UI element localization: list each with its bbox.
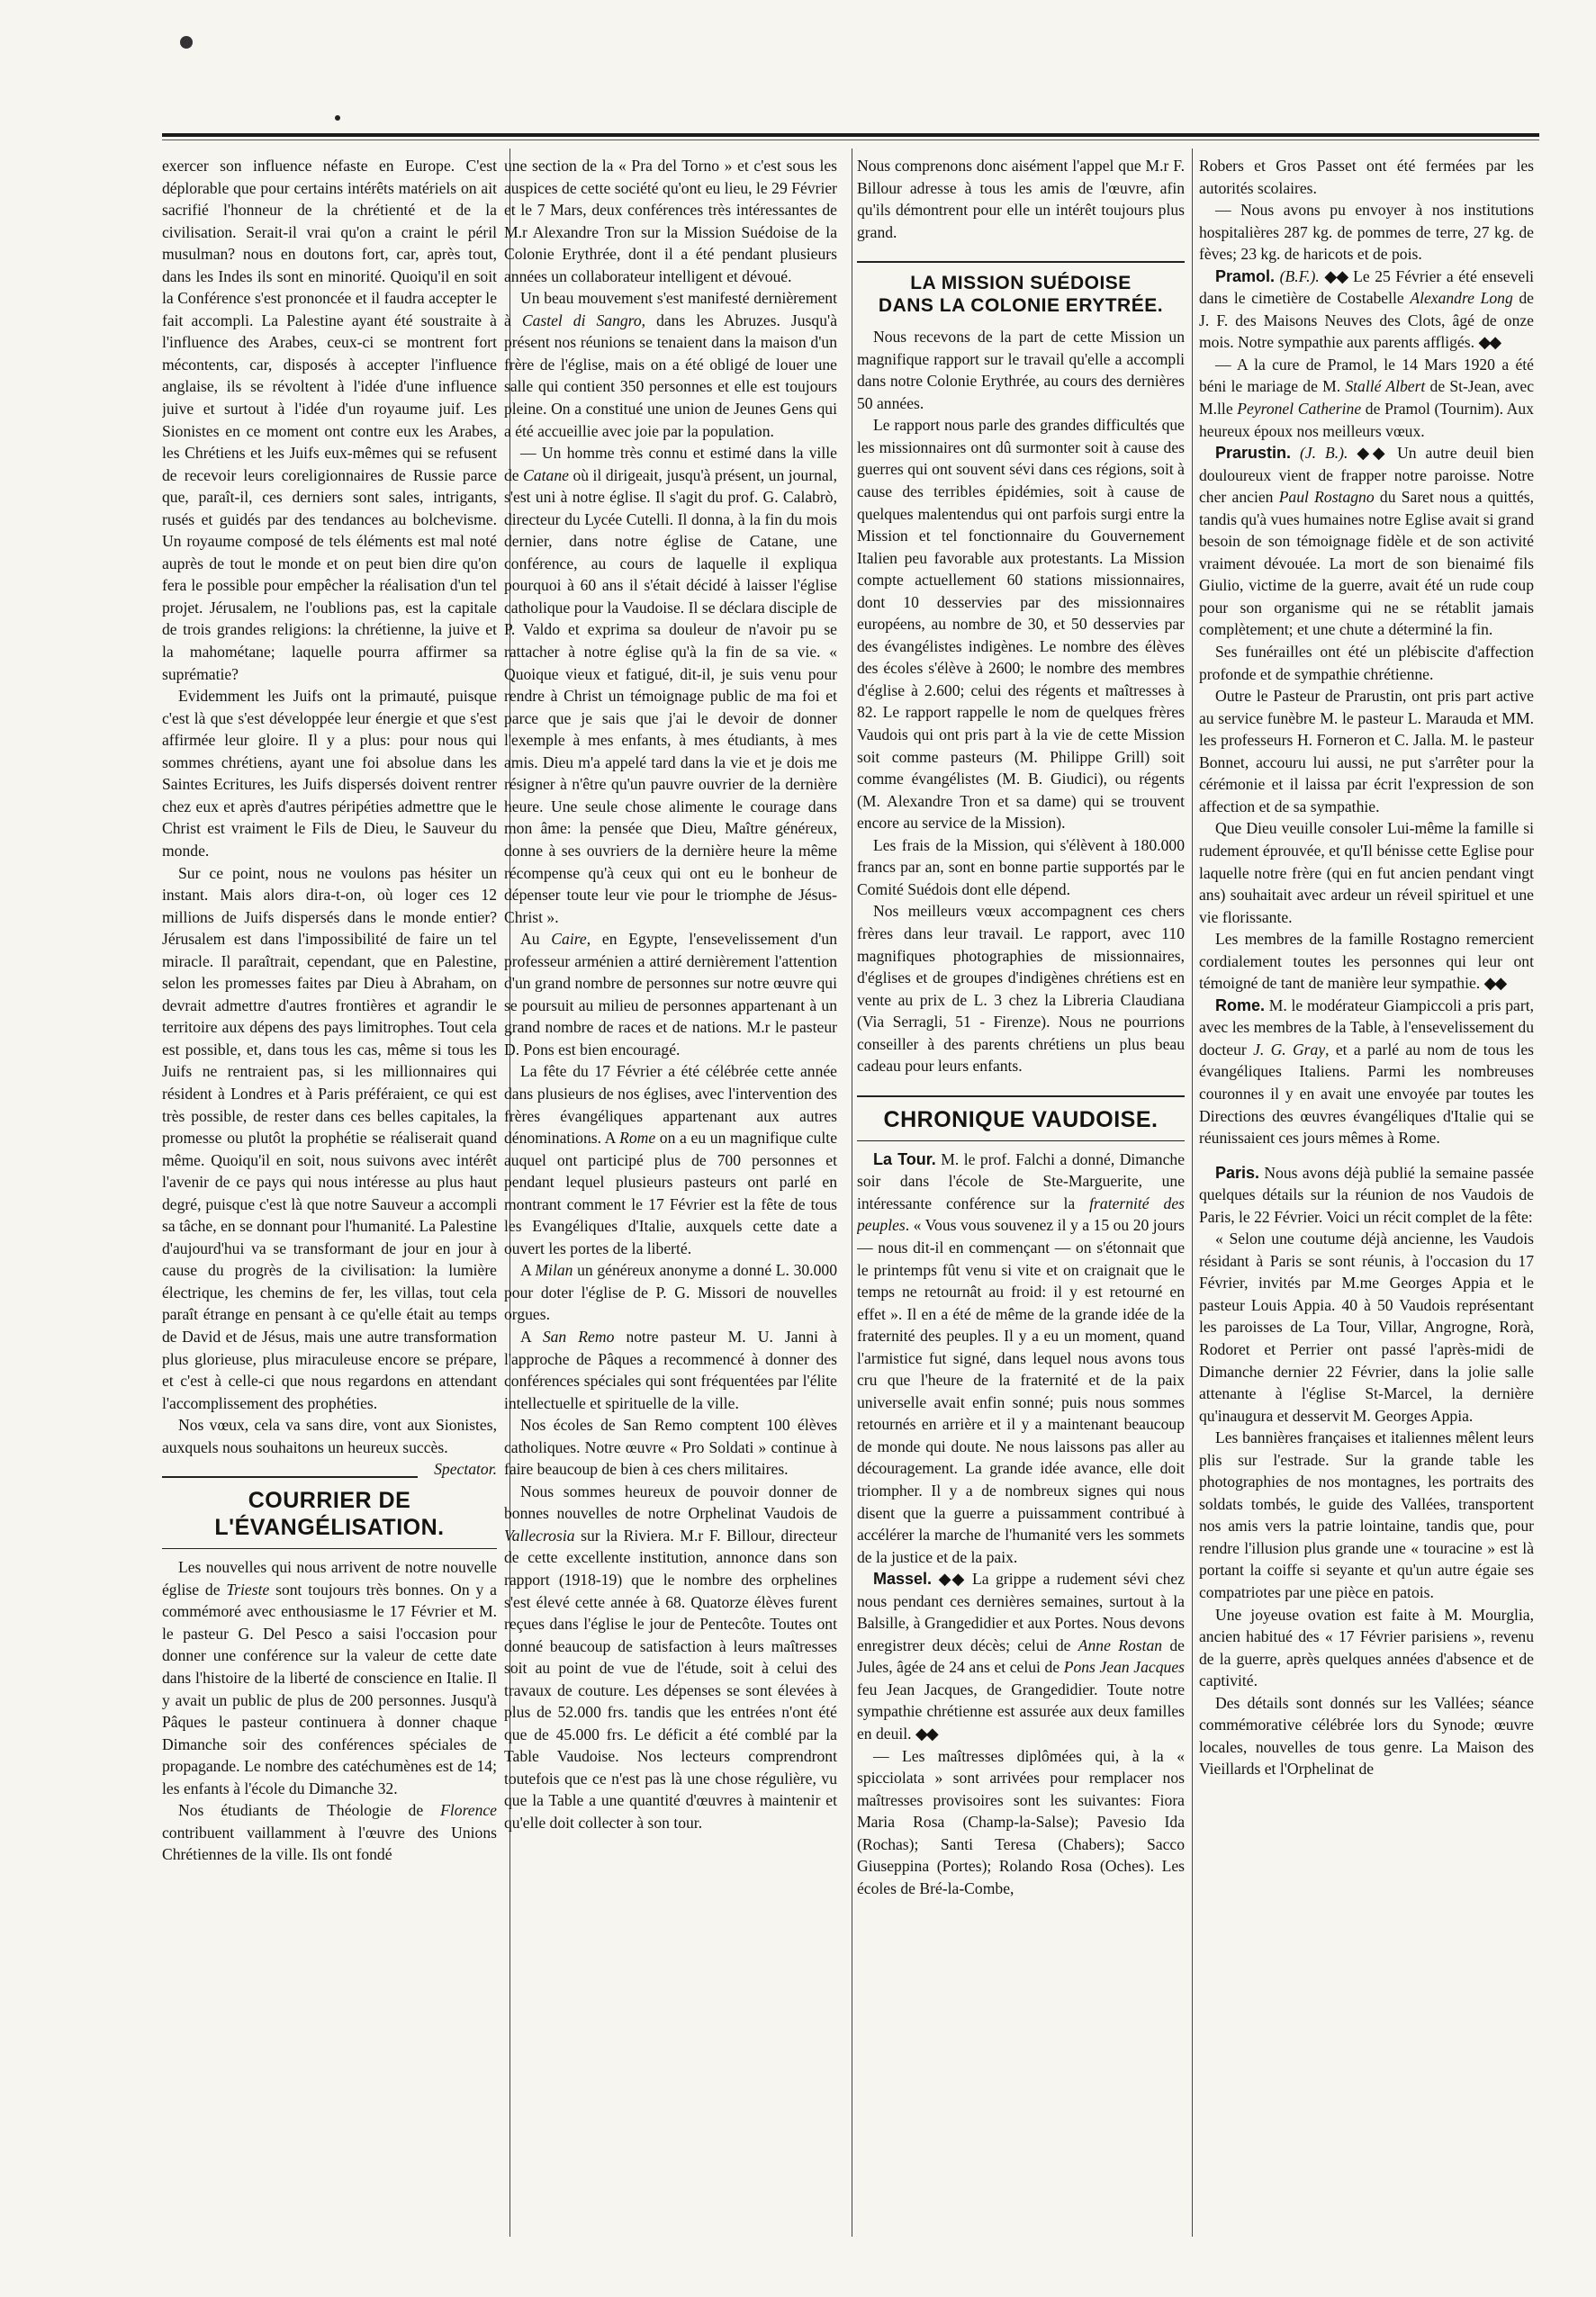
article-paragraph: Sur ce point, nous ne voulons pas hésiter un instant. Mais alors dira-t-on, où loger ces 12 millions de Juifs dispersés dans le monde entier? Jérusalem est dans l'impossibilité de faire un tel miracle. Il paraîtrait, cependant, que en Palestine, selon les promesses faites par Dieu à Abraham, on devrait admettre d'autres frontières et agrandir le territoire aux dépens des pays limitrophes. Tout cela est possible, et, dans tous les cas, même si tous les Juifs ne rentraient pas, si les millionnaires qui résident à Londres et à Paris préféraient, ce qui est très possible, de rester dans ces belles capitales, la promesse ou plutôt la prophétie se réaliserait quand même. Quoiqu'il en soit, nous suivons avec intérêt l'avenir de ce pays qui nous intéresse au plus haut degré, puisque c'est là que notre Sauveur a accompli sa tâche, en se donnant pour l'humanité. La Palestine d'aujourd'hui va se transformant de jour en jour à cause du progrès de la civilisation: la lumière électrique, les chemins de fer, les villas, tout cela paraît étrange en pensant à ce qu'elle était au temps de David et de Jésus, mais une autre transformation plus glorieuse, plus miraculeuse encore se prépare, et c'est à celle-ci que nous regardons en attendant l'accomplissement des prophéties. xyxy=(162,863,497,1412)
article-paragraph: Le rapport nous parle des grandes difficultés que les missionnaires ont dû surmonter soit à cause des guerres qui ont souvent sévi dans ces régions, soit à cause des terribles épidémies, soit à cause de quelques malentendus qui ont parfois surgi entre la Mission et tel fonctionnaire du Gouvernement Italien peu favorable aux protestants. La Mission compte actuellement 60 stations missionnaires, dont 10 desservies par des missionnaires européens, au nombre de 30, et 50 desservies par des évangélistes indigènes. Le nombre des élèves des écoles s'élève à 2600; le nombre des membres d'église à 2.600; celui des régents et maîtresses à 82. Le rapport rappelle le nom de quelques frères Vaudois qui ont pris part à la vie de cette Mission soit comme pasteurs (M. Philippe Grill) soit comme évangélistes (M. B. Giudici), ou régents (M. Alexandre Tron et sa dame) qui se trouvent encore au service de la Mission). xyxy=(857,416,1185,833)
header-rule xyxy=(162,133,1539,137)
article-paragraph: — A la cure de Pramol, le 14 Mars 1920 a été béni le mariage de M. Stallé Albert de St-Jean, avec M.lle Peyronel Catherine de Pramol (Tournim). Aux heureux époux nos meilleurs vœux. xyxy=(1199,355,1534,440)
article-paragraph: une section de la « Pra del Torno » et c'est sous les auspices de cette société qu'ont eu lieu, le 29 Février et le 7 Mars, deux conférences très intéressantes de M.r Alexandre Tron sur la Mission Suédoise de la Colonie Erythrée, dont il a été pendant plusieurs années un collaborateur intelligent et dévoué. xyxy=(504,157,837,285)
article-paragraph: Outre le Pasteur de Prarustin, ont pris part active au service funèbre M. le pasteur L. Marauda et MM. les professeurs H. Forneron et C. Jalla. M. le pasteur Bonnet, accouru lui aussi, ne put s'arrêter pour la cérémonie et il laissa par écrit l'expression de son affection et de sa sympathie. xyxy=(1199,687,1534,815)
place-label: Paris. xyxy=(1215,1163,1260,1182)
section-rule xyxy=(857,1095,1185,1097)
article-paragraph: — Un homme très connu et estimé dans la ville de Catane où il dirigeait, jusqu'à présent, un journal, s'est uni à notre église. Il s'agit du prof. G. Calabrò, directeur du Lycée Cutelli. Il donna, à la fin du mois dernier, dans notre église de Catane, une conférence, au cours de laquelle il expliqua pourquoi à 60 ans il s'était décidé à laisser l'église catholique pour la Vaudoise. Il se déclara disciple de P. Valdo et exprima sa douleur de n'avoir pu se rattacher à notre église qu'à la fin de sa vie. « Quoique vieux et fatigué, dit-il, je suis venu pour rendre à Christ un témoignage public de ma foi et parce que je sais que j'ai le devoir de donner l'exemple à mes enfants, à mes étudiants, à mes amis. Dieu m'a appelé tard dans la vie et je dois me résigner à n'être qu'un pauvre ouvrier de la dernière heure. Une seule chose alimente le courage dans mon âme: la pensée que Dieu, Maître généreux, donne à ses ouvriers de la dernière heure la même récompense qu'à ceux qui ont eu le bonheur de dépenser toute leur vie pour le triomphe de Jésus-Christ ». xyxy=(504,444,837,926)
signature: Spectator. xyxy=(434,1460,497,1479)
article-paragraph: Une joyeuse ovation est faite à M. Mourglia, ancien habitué des « 17 Février parisiens », revenu de la guerre, après quelques années d'absence et de captivité. xyxy=(1199,1605,1534,1690)
diamond-ornament: ◆◆ xyxy=(1357,444,1389,463)
article-paragraph: Paris. Nous avons déjà publié la semaine passée quelques détails sur la réunion de nos Vaudois de Paris, le 22 Février. Voici un récit complet de la fête: xyxy=(1199,1163,1534,1226)
column-4 xyxy=(1199,155,1534,2234)
article-paragraph: Massel. ◆◆ La grippe a rudement sévi chez nous pendant ces dernières semaines, surtout à la Balsille, à Grangedidier et aux Portes. Nous devons enregistrer deux décès; celui de Anne Rostan de Jules, âgée de 24 ans et celui de Pons Jean Jacques feu Jean Jacques, de Grangedidier. Toute notre sympathie chrétienne est assurée aux deux familles en deuil. ◆◆ xyxy=(857,1570,1185,1743)
column-3 xyxy=(857,155,1185,2234)
article-text: Nos vœux, cela va sans dire, vont aux Sionistes, auxquels nous souhaitons un heureux succès. xyxy=(162,1416,497,1456)
article-paragraph: Ses funérailles ont été un plébiscite d'affection profonde et de sympathie chrétienne. xyxy=(1199,643,1534,683)
place-label: La Tour. xyxy=(873,1149,936,1168)
diamond-ornament: ◆◆ xyxy=(915,1725,937,1743)
section-heading-chronique: CHRONIQUE VAUDOISE. xyxy=(883,1106,1159,1132)
article-paragraph: — Nous avons pu envoyer à nos institutions hospitalières 287 kg. de pommes de terre, 27 kg. de fèves; 23 kg. de haricots et de pois. xyxy=(1199,201,1534,264)
article-paragraph: exercer son influence néfaste en Europe. C'est déplorable que pour certains intérêts matériels on ait sacrifié l'honneur de la chrétienté et de la civilisation. Serait-il vrai qu'on a craint le péril musulman? nous en doutons fort, car, après tout, dans les Indes ils sont en minorité. Quoiqu'il en soit la Conférence s'est prononcée et il faudra accepter le fait accompli. La Palestine ayant été soustraite à l'influence des Arabes, ceux-ci se montrent fort mécontents, car, disposés à accepter l'influence anglaise, ils se révoltent à l'idée d'une influence juive et surtout à l'idée d'un royaume juif. Les Sionistes en ce moment ont contre eux les Arabes, les Chrétiens et les Juifs eux-mêmes qui se refusent de recevoir leurs coreligionnaires de Russie parce que, paraît-il, ces derniers sont sales, intrigants, rusés et guidés par des tendances au bolchevisme. Un royaume composé de tels éléments est mal noté auprès de tout le monde et on peut bien dire qu'on fera le possible pour empêcher la réalisation d'un tel projet. Jérusalem, ne l'oublions pas, est la capitale de trois grandes religions: la chrétienne, la juive et la mahométane; laquelle pourra affirmer sa suprématie? xyxy=(162,157,497,683)
article-paragraph: Prarustin. (J. B.). ◆◆ Un autre deuil bien douloureux vient de frapper notre paroisse. Notre cher ancien Paul Rostagno du Saret nous a quittés, tandis qu'à vues humaines notre Eglise avait si grand besoin de son témoignage fidèle et de son activité vraiment dévouée. La mort de son bienaimé fils Giulio, victime de la guerre, avait été un rude coup pour son organisme qui ne se rétablit jamais complètement; et une chute a déterminé la fin. xyxy=(1199,444,1534,639)
article-paragraph: « Selon une coutume déjà ancienne, les Vaudois résidant à Paris se sont réunis, à l'occasion du 17 Février, invités par M.me Georges Appia et le pasteur Louis Appia. 40 à 50 Vaudois représentant les paroisses de La Tour, Villar, Angrogne, Rorà, Rodoret et Perrier ont passé l'après-midi de Dimanche dernier 22 Février, dans la jolie salle attenante à l'église St-Marcel, la dernière qu'inaugura et desservit M. Georges Appia. xyxy=(1199,1230,1534,1425)
place-label: Rome. xyxy=(1215,995,1266,1014)
article-paragraph: Au Caire, en Egypte, l'ensevelissement d'un professeur arménien a attiré dernièrement l'attention d'un grand nombre de personnes sur notre œuvre qui se poursuit au milieu de personnes appartenant à un grand nombre de races et de nations. M.r le pasteur D. Pons est bien encouragé. xyxy=(504,930,837,1058)
article-paragraph: Nos meilleurs vœux accompagnent ces chers frères dans leur travail. Le rapport, avec 110 magnifiques photographies de missionnaires, d'églises et de groupes d'indigènes chrétiens est en vente au prix de L. 3 chez la Libreria Claudiana (Via Serragli, 51 - Firenze). Nous ne pourrions conseiller à des parents chrétiens un plus beau cadeau pour leurs enfants. xyxy=(857,902,1185,1076)
article-paragraph: Un beau mouvement s'est manifesté dernièrement à Castel di Sangro, dans les Abruzes. Jusqu'à présent nos réunions se tenaient dans la maison d'un frère de l'église, mais on a été obligé de louer une salle qui contient 350 personnes et elle est toujours pleine. On a constitué une union de Jeunes Gens qui a été accueillie avec joie par la population. xyxy=(504,289,837,440)
section-heading-mission: LA MISSION SUÉDOISE DANS LA COLONIE ERYTRÉE. xyxy=(878,273,1164,317)
ink-dot xyxy=(335,115,340,121)
article-paragraph: Les bannières françaises et italiennes mêlent leurs plis sur l'estrade. Sur la grande table les photographies de nos montagnes, les portraits des soldats tombés, le guide des Vallées, transportent nos amis vers la patrie lointaine, tandis que, pour rendre l'illusion plus grande une « touracine » est là portant la coiffe si seyante et qu'un autre égaie ses compatriotes par une pièce en patois. xyxy=(1199,1428,1534,1601)
article-paragraph xyxy=(162,1414,497,1479)
section-heading-evangelisation: COURRIER DE L'ÉVANGÉLISATION. xyxy=(214,1488,445,1541)
place-name: Trieste xyxy=(226,1580,270,1599)
section-rule-thin xyxy=(162,1548,497,1549)
article-paragraph: — Les maîtresses diplômées qui, à la « spicciolata » sont arrivées pour remplacer nos maîtresses provisoires sont les suivantes: Fiora Maria Rosa (Champ-la-Salse); Pavesio Ida (Rochas); Santi Teresa (Chabers); Sacco Giuseppina (Portes); Rolando Rosa (Oches). Les écoles de Bré-la-Combe, xyxy=(857,1746,1185,1897)
place-name: Florence xyxy=(440,1801,497,1820)
diamond-ornament: ◆◆ xyxy=(1324,266,1348,285)
article-paragraph: Les frais de la Mission, qui s'élèvent à 180.000 francs par an, sont en bonne partie supportés par le Comité Suédois dont elle dépend. xyxy=(857,835,1185,898)
ink-speck xyxy=(180,36,193,49)
article-paragraph: Nous sommes heureux de pouvoir donner de bonnes nouvelles de notre Orphelinat Vaudois de Vallecrosia sur la Riviera. M.r F. Billour, directeur de cette excellente institution, annonce dans son rapport (1918-19) que le nombre des orphelines s'est élevé cette année à 68. Quatorze élèves furent reçues dans l'église le jour de Pentecôte. Toutes ont donné beaucoup de satisfaction à leurs maîtresses soit au point de vue de l'étude, soit à celui des travaux de couture. Les dépenses se sont élevées à plus de 52.000 frs. tandis que les entrées n'ont été que de 45.000 frs. Le déficit a été comblé par la Table Vaudoise. Nos lecteurs comprendront toutefois que ce n'est pas là une chose régulière, vu que la Table a une quantité d'œuvres à maintenir et qu'elle doit collecter à son tour. xyxy=(504,1482,837,1833)
article-paragraph: Nos étudiants de Théologie de Florence contribuent vaillamment à l'œuvre des Unions Chrétiennes de la ville. Ils ont fondé xyxy=(162,1801,497,1864)
article-paragraph: A San Remo notre pasteur M. U. Janni à l'approche de Pâques a recommencé à donner des conférences spéciales qui sont fréquentées par l'élite intellectuelle et spirituelle de la ville. xyxy=(504,1327,837,1412)
article-paragraph: Que Dieu veuille consoler Lui-même la famille si rudement éprouvée, et qu'Il bénisse cette Eglise pour laquelle notre frère (qui en fut ancien pendant vingt ans) souhaitait avec ardeur un réveil spirituel et une vie florissante. xyxy=(1199,819,1534,926)
column-2 xyxy=(504,155,837,2234)
article-paragraph: Les membres de la famille Rostagno remercient cordialement toutes les personnes qui leur ont témoigné de tant de manière leur sympathie. ◆◆ xyxy=(1199,930,1534,993)
place-label: Massel. xyxy=(873,1570,933,1589)
diamond-ornament: ◆◆ xyxy=(938,1570,966,1589)
column-divider xyxy=(1192,149,1193,2237)
article-paragraph: La fête du 17 Février a été célébrée cette année dans plusieurs de nos églises, avec l'intervention des frères évangéliques appartenant aux autres dénominations. A Rome on a eu un magnifique culte auquel ont participé plus de 700 personnes et pendant lequel plusieurs pasteurs ont parlé en montrant comment le 17 Février est la fête de tous les Evangéliques d'Italie, auxquels cette date a ouvert les portes de la liberté. xyxy=(504,1062,837,1257)
place-label: Prarustin. xyxy=(1215,444,1292,463)
article-paragraph: Nous recevons de la part de cette Mission un magnifique rapport sur le travail qu'elle a accompli dans notre Colonie Erythrée, au cours des dernières 50 années. xyxy=(857,328,1185,412)
article-paragraph: Pramol. (B.F.). ◆◆ Le 25 Février a été enseveli dans le cimetière de Costabelle Alexandre Long de J. F. des Maisons Neuves des Clots, âgé de onze mois. Notre sympathie aux parents affligés. ◆◆ xyxy=(1199,266,1534,352)
section-rule-thin xyxy=(857,1140,1185,1141)
article-paragraph: Evidemment les Juifs ont la primauté, puisque c'est là que s'est développée leur énergie et que s'est affirmée leur gloire. Il y a plus: pour nous qui sommes chrétiens, ayant une foi absolue dans les Saintes Ecritures, les Juifs dispersés doivent rentrer chez eux et après d'autres péripéties admettre que le Christ est vraiment le Fils de Dieu, le Sauveur du monde. xyxy=(162,687,497,860)
diamond-ornament: ◆◆ xyxy=(1483,974,1506,993)
section-rule xyxy=(162,1476,418,1478)
article-paragraph: Les nouvelles qui nous arrivent de notre nouvelle église de Trieste sont toujours très bonnes. On y a commémoré avec enthousiasme le 17 Février et M. le pasteur G. Del Pesco a saisi l'occasion pour donner une conférence sur la valeur de cette date dans l'histoire de la liberté de conscience en Italie. Il y avait un public de plus de 200 personnes. Jusqu'à Pâques le pasteur continuera à donner chaque Dimanche soir des conférences spéciales de propagande. Le nombre des catéchumènes est de 14; les enfants à l'école du Dimanche 32. xyxy=(162,1558,497,1797)
article-paragraph: A Milan un généreux anonyme a donné L. 30.000 pour doter l'église de P. G. Missori de nouvelles orgues. xyxy=(504,1261,837,1324)
place-label: Pramol. xyxy=(1215,266,1276,285)
article-paragraph: Des détails sont donnés sur les Vallées; séance commémorative célébrée lors du Synode; œuvre locales, nouvelles de tous genre. La Maison des Vieillards et l'Orphelinat de xyxy=(1199,1693,1534,1779)
article-paragraph: Robers et Gros Passet ont été fermées par les autorités scolaires. xyxy=(1199,157,1534,197)
article-paragraph: Nos écoles de San Remo comptent 100 élèves catholiques. Notre œuvre « Pro Soldati » continue à faire beaucoup de bien à ces chers militaires. xyxy=(504,1416,837,1479)
article-paragraph: Rome. M. le modérateur Giampiccoli a pris part, avec les membres de la Table, à l'ensevelissement du docteur J. G. Gray, et a parlé au nom de tous les évangéliques Italiens. Parmi les nombreuses couronnes il y en avait une envoyée par toutes les Directions des œuvres évangéliques d'Italie qui se réunissaient ces jours mêmes à Rome. xyxy=(1199,995,1534,1148)
section-rule xyxy=(857,261,1185,263)
column-1 xyxy=(162,155,497,2234)
article-paragraph: La Tour. M. le prof. Falchi a donné, Dimanche soir dans l'école de Ste-Marguerite, une intéressante conférence sur la fraternité des peuples. « Vous vous souvenez il y a 15 ou 20 jours — nous dit-il en commençant — on s'étonnait que le printemps fût venu si vite et on craignait que le temps ne retournât au froid: il y est retourné en effet ». Il en a été de même de la grande idée de la fraternité des peuples. Il y a eu un moment, quand l'armistice fut signé, dans lequel nous avons tous cru que l'heure de la fraternité et de la paix universelle avait enfin sonné; puis nous sommes retournés en arrière et il y a maintenant beaucoup de monde qui doute. Ne nous laissons pas aller au découragement. La grande idée avance, elle doit triompher. Il y a de nombreux signes qui nous disent que la guerre a puissamment contribué à accélérer la marche de l'humanité vers les sommets de la justice et de la paix. xyxy=(857,1149,1185,1566)
diamond-ornament: ◆◆ xyxy=(1478,333,1501,352)
article-paragraph: Nous comprenons donc aisément l'appel que M.r F. Billour adresse à tous les amis de l'œuvre, afin qu'ils démontrent pour elle un intérêt toujours plus grand. xyxy=(857,157,1185,241)
